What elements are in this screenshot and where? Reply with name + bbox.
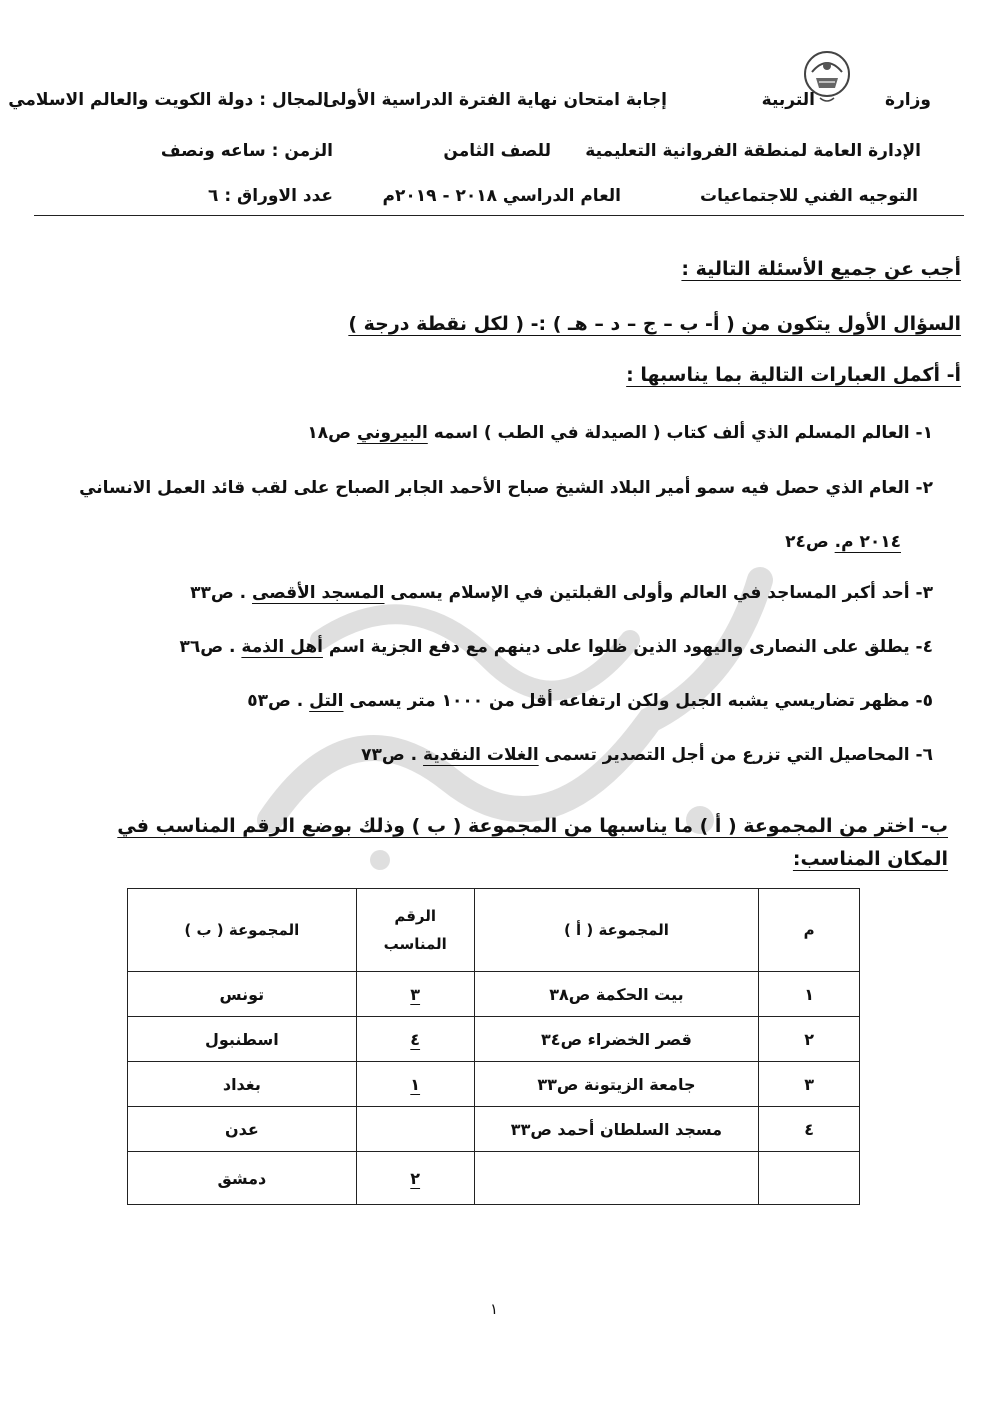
answer: الغلات النقدية (423, 745, 539, 765)
table-header-row (128, 889, 860, 972)
completion-item: ٢- العام الذي حصل فيه سمو أمير البلاد الشيخ صباح الأحمد الجابر الصباح على لقب قائد العمل الانساني (79, 478, 933, 498)
answer: ٢٠١٤ م. (834, 532, 901, 552)
header-divider (34, 215, 964, 216)
directorate: الإدارة العامة لمنطقة الفروانية التعليمية (585, 141, 921, 161)
grade: للصف الثامن (443, 141, 551, 161)
part-b-title: ب- اختر من المجموعة ( أ ) ما يناسبها من المجموعة ( ب ) وذلك بوضع الرقم المناسب في (117, 815, 948, 837)
completion-item: ٥- مظهر تضاريسي يشبه الجبل ولكن ارتفاعه أقل من ١٠٠٠ متر يسمى التل . ص٥٣ (247, 691, 933, 711)
part-a-title: أ- أكمل العبارات التالية بما يناسبها : (626, 364, 961, 386)
table-row: ١ بيت الحكمة ص٣٨ ٣ تونس (128, 972, 860, 1017)
table-row: ٣ جامعة الزيتونة ص٣٣ ١ بغداد (128, 1062, 860, 1107)
supervision: التوجيه الفني للاجتماعيات (699, 186, 918, 206)
question-1-title: السؤال الأول يتكون من ( أ- ب – ج – د – هـ ) :- ( لكل نقطة درجة ) (348, 313, 961, 335)
answer: أهل الذمة (241, 637, 323, 657)
header-group-b: المجموعة ( ب ) (128, 889, 357, 972)
page-number: ١ (490, 1300, 499, 1318)
table-row: ٢ دمشق (128, 1152, 860, 1205)
ministry-word: وزارة (884, 90, 931, 110)
header-m: م (759, 889, 860, 972)
part-b-title-line2: المكان المناسب: (792, 848, 948, 870)
table-row: ٤ مسجد السلطان أحمد ص٣٣ عدن (128, 1107, 860, 1152)
answer: المسجد الأقصى (252, 583, 385, 603)
ministry-name: التربية (761, 90, 815, 110)
matching-table (127, 888, 860, 1205)
completion-item: ٦- المحاصيل التي تزرع من أجل التصدير تسمى الغلات النقدية . ص٧٣ (361, 745, 933, 765)
header-number: الرقم المناسب (356, 889, 474, 972)
header-group-a: المجموعة ( أ ) (474, 889, 759, 972)
answer: التل (309, 691, 344, 711)
completion-item-answer-line: ٢٠١٤ م. ص٢٤ (785, 532, 901, 552)
completion-item: ١- العالم المسلم الذي ألف كتاب ( الصيدلة في الطب ) اسمه البيروني ص١٨ (307, 423, 933, 443)
exam-title: إجابة امتحان نهاية الفترة الدراسية الأولى (322, 90, 667, 110)
instructions: أجب عن جميع الأسئلة التالية : (681, 258, 961, 280)
academic-year: العام الدراسي ٢٠١٨ - ٢٠١٩م (382, 186, 621, 206)
exam-field: المجال : دولة الكويت والعالم الاسلامي (8, 90, 329, 110)
exam-time: الزمن : ساعه ونصف (160, 141, 333, 161)
completion-item: ٤- يطلق على النصارى واليهود الذين ظلوا على دينهم مع دفع الجزية اسم أهل الذمة . ص٣٦ (179, 637, 933, 657)
page-count: عدد الاوراق : ٦ (208, 186, 333, 206)
table-row: ٢ قصر الخضراء ص٣٤ ٤ اسطنبول (128, 1017, 860, 1062)
answer: البيروني (356, 423, 428, 443)
completion-item: ٣- أحد أكبر المساجد في العالم وأولى القبلتين في الإسلام يسمى المسجد الأقصى . ص٣٣ (190, 583, 933, 603)
